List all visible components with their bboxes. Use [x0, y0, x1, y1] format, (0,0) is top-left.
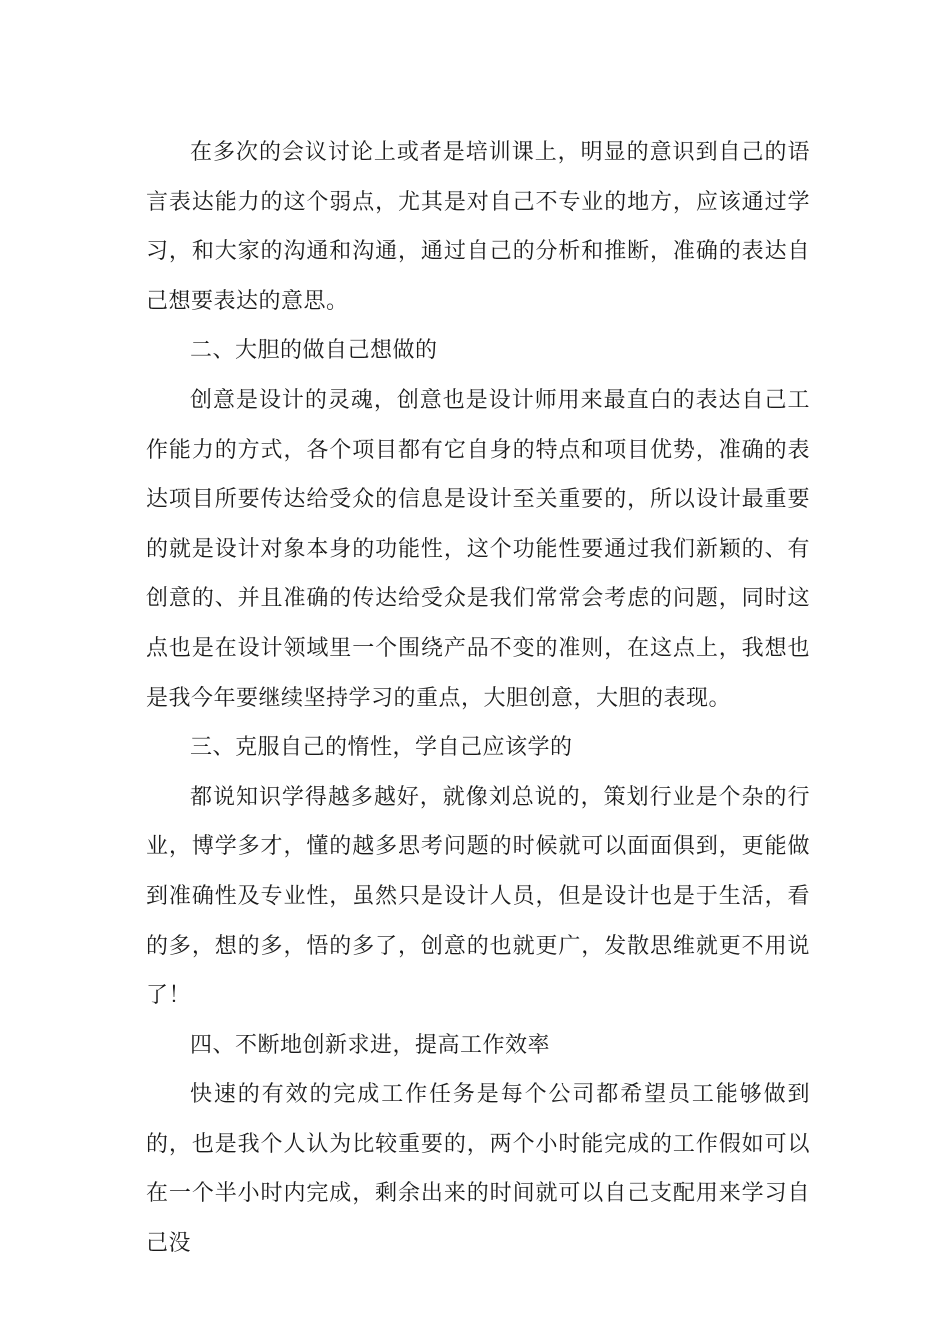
section-heading-2: 二、大胆的做自己想做的: [190, 338, 438, 364]
paragraph-efficiency: 快速的有效的完成工作任务是每个公司都希望员工能够做到的，也是我个人认为比较重要的，两个小时能完成的工作假如可以在一个半小时内完成，剩余出来的时间就可以自己支配用来学习自己没: [146, 1082, 810, 1257]
paragraph-learning: 都说知识学得越多越好，就像刘总说的，策划行业是个杂的行业，博学多才，懂的越多思考问题的时候就可以面面俱到，更能做到准确性及专业性，虽然只是设计人员，但是设计也是于生活，看的多，想的多，悟的多了，创意的也就更广，发散思维就更不用说了！: [146, 784, 810, 1009]
section-heading-4: 四、不断地创新求进，提高工作效率: [190, 1032, 551, 1058]
section-heading-3: 三、克服自己的惰性，学自己应该学的: [190, 735, 573, 761]
document-page: [146, 128, 810, 1269]
paragraph-language-expression: 在多次的会议讨论上或者是培训课上，明显的意识到自己的语言表达能力的这个弱点，尤其是对自己不专业的地方，应该通过学习，和大家的沟通和沟通，通过自己的分析和推断，准确的表达自己想要表达的意思。: [146, 140, 810, 314]
paragraph-creativity: 创意是设计的灵魂，创意也是设计师用来最直白的表达自己工作能力的方式，各个项目都有它自身的特点和项目优势，准确的表达项目所要传达给受众的信息是设计至关重要的，所以设计最重要的就是设计对象本身的功能性，这个功能性要通过我们新颖的、有创意的、并且准确的传达给受众是我们常常会考虑的问题，同时这点也是在设计领域里一个围绕产品不变的准则，在这点上，我想也是我今年要继续坚持学习的重点，大胆创意，大胆的表现。: [146, 387, 810, 711]
